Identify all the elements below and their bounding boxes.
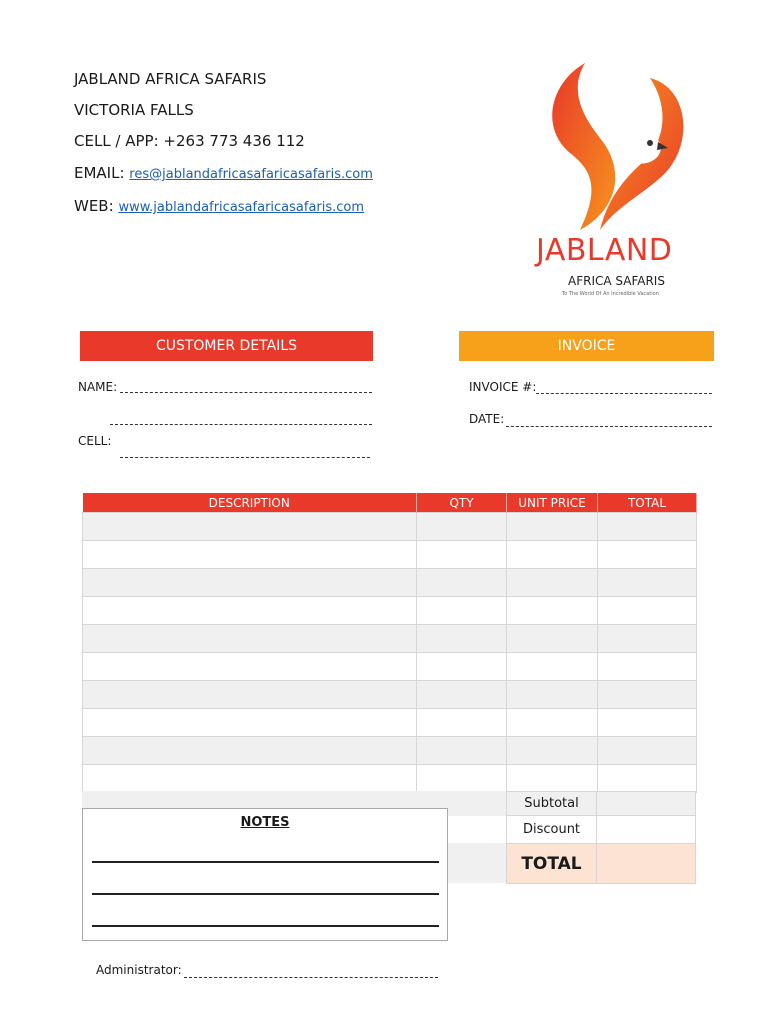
- table-cell[interactable]: [507, 653, 598, 681]
- table-cell[interactable]: [598, 513, 697, 541]
- notes-line[interactable]: [92, 861, 439, 863]
- table-cell[interactable]: [417, 737, 507, 765]
- table-row: [83, 597, 697, 625]
- logo-title: JABLAND: [536, 233, 673, 268]
- logo-subtitle: AFRICA SAFARIS: [568, 274, 665, 288]
- web-label: WEB:: [74, 197, 114, 215]
- table-cell[interactable]: [83, 513, 417, 541]
- table-cell[interactable]: [598, 653, 697, 681]
- column-header: TOTAL: [598, 493, 697, 513]
- table-cell[interactable]: [598, 681, 697, 709]
- table-cell[interactable]: [507, 541, 598, 569]
- table-cell[interactable]: [417, 653, 507, 681]
- table-cell[interactable]: [507, 709, 598, 737]
- discount-label: Discount: [506, 815, 597, 844]
- table-row: [83, 681, 697, 709]
- table-cell[interactable]: [507, 625, 598, 653]
- notes-title: NOTES: [240, 815, 290, 830]
- column-header: DESCRIPTION: [83, 493, 417, 513]
- notes-line[interactable]: [92, 893, 439, 895]
- table-cell[interactable]: [598, 541, 697, 569]
- table-cell[interactable]: [507, 597, 598, 625]
- invoice-number-field[interactable]: [536, 393, 712, 394]
- administrator-signature-field[interactable]: [184, 977, 438, 978]
- table-cell[interactable]: [83, 541, 417, 569]
- logo-tagline: To The World Of An Incredible Vacation: [562, 291, 659, 297]
- cell-label: CELL:: [78, 434, 112, 448]
- table-row: [83, 737, 697, 765]
- table-cell[interactable]: [417, 513, 507, 541]
- name-label: NAME:: [78, 380, 118, 394]
- table-cell[interactable]: [83, 709, 417, 737]
- table-cell[interactable]: [598, 597, 697, 625]
- bird-logo-icon: [530, 58, 700, 233]
- table-cell[interactable]: [598, 765, 697, 793]
- table-cell[interactable]: [83, 653, 417, 681]
- date-field[interactable]: [506, 426, 712, 427]
- table-cell[interactable]: [417, 625, 507, 653]
- table-cell[interactable]: [83, 625, 417, 653]
- notes-line[interactable]: [92, 925, 439, 927]
- table-row: [83, 625, 697, 653]
- email-label: EMAIL:: [74, 164, 125, 182]
- notes-box: [82, 808, 448, 941]
- table-cell[interactable]: [83, 737, 417, 765]
- table-row: [83, 709, 697, 737]
- table-cell[interactable]: [417, 597, 507, 625]
- table-cell[interactable]: [598, 625, 697, 653]
- table-cell[interactable]: [598, 709, 697, 737]
- total-value[interactable]: [596, 843, 696, 884]
- table-cell[interactable]: [507, 765, 598, 793]
- table-row: [83, 541, 697, 569]
- company-logo: [530, 58, 700, 308]
- table-row: [83, 653, 697, 681]
- date-label: DATE:: [469, 412, 505, 426]
- table-cell[interactable]: [598, 737, 697, 765]
- table-cell[interactable]: [417, 709, 507, 737]
- administrator-label: Administrator:: [96, 963, 182, 977]
- items-table: [82, 493, 697, 793]
- table-cell[interactable]: [417, 569, 507, 597]
- table-cell[interactable]: [417, 541, 507, 569]
- company-city: VICTORIA FALLS: [74, 101, 194, 119]
- web-link[interactable]: www.jablandafricasafaricasafaris.com: [118, 200, 365, 215]
- email-link[interactable]: res@jablandafricasafaricasafaris.com: [129, 167, 373, 182]
- name-field-line-2[interactable]: [110, 424, 372, 425]
- discount-value[interactable]: [596, 815, 696, 844]
- table-cell[interactable]: [83, 597, 417, 625]
- company-web-line: [74, 197, 364, 215]
- table-row: [83, 765, 697, 793]
- total-label: TOTAL: [506, 843, 597, 884]
- table-cell[interactable]: [507, 737, 598, 765]
- customer-details-banner: CUSTOMER DETAILS: [80, 331, 373, 361]
- company-email-line: [74, 164, 373, 182]
- items-table-body: [83, 513, 697, 793]
- company-phone: CELL / APP: +263 773 436 112: [74, 132, 305, 150]
- table-cell[interactable]: [507, 513, 598, 541]
- table-cell[interactable]: [83, 569, 417, 597]
- subtotal-label: Subtotal: [506, 791, 597, 816]
- items-table-header: [83, 493, 697, 513]
- column-header: QTY: [417, 493, 507, 513]
- company-name: JABLAND AFRICA SAFARIS: [74, 70, 267, 88]
- name-field[interactable]: [120, 392, 372, 393]
- invoice-banner: INVOICE: [459, 331, 714, 361]
- cell-field[interactable]: [120, 457, 370, 458]
- table-cell[interactable]: [507, 569, 598, 597]
- table-cell[interactable]: [417, 765, 507, 793]
- column-header: UNIT PRICE: [507, 493, 598, 513]
- table-row: [83, 513, 697, 541]
- subtotal-value[interactable]: [596, 791, 696, 816]
- table-row: [83, 569, 697, 597]
- table-cell[interactable]: [598, 569, 697, 597]
- summary-spacer-lower: [448, 843, 506, 883]
- table-cell[interactable]: [83, 681, 417, 709]
- table-cell[interactable]: [83, 765, 417, 793]
- table-cell[interactable]: [507, 681, 598, 709]
- table-cell[interactable]: [417, 681, 507, 709]
- invoice-number-label: INVOICE #:: [469, 380, 537, 394]
